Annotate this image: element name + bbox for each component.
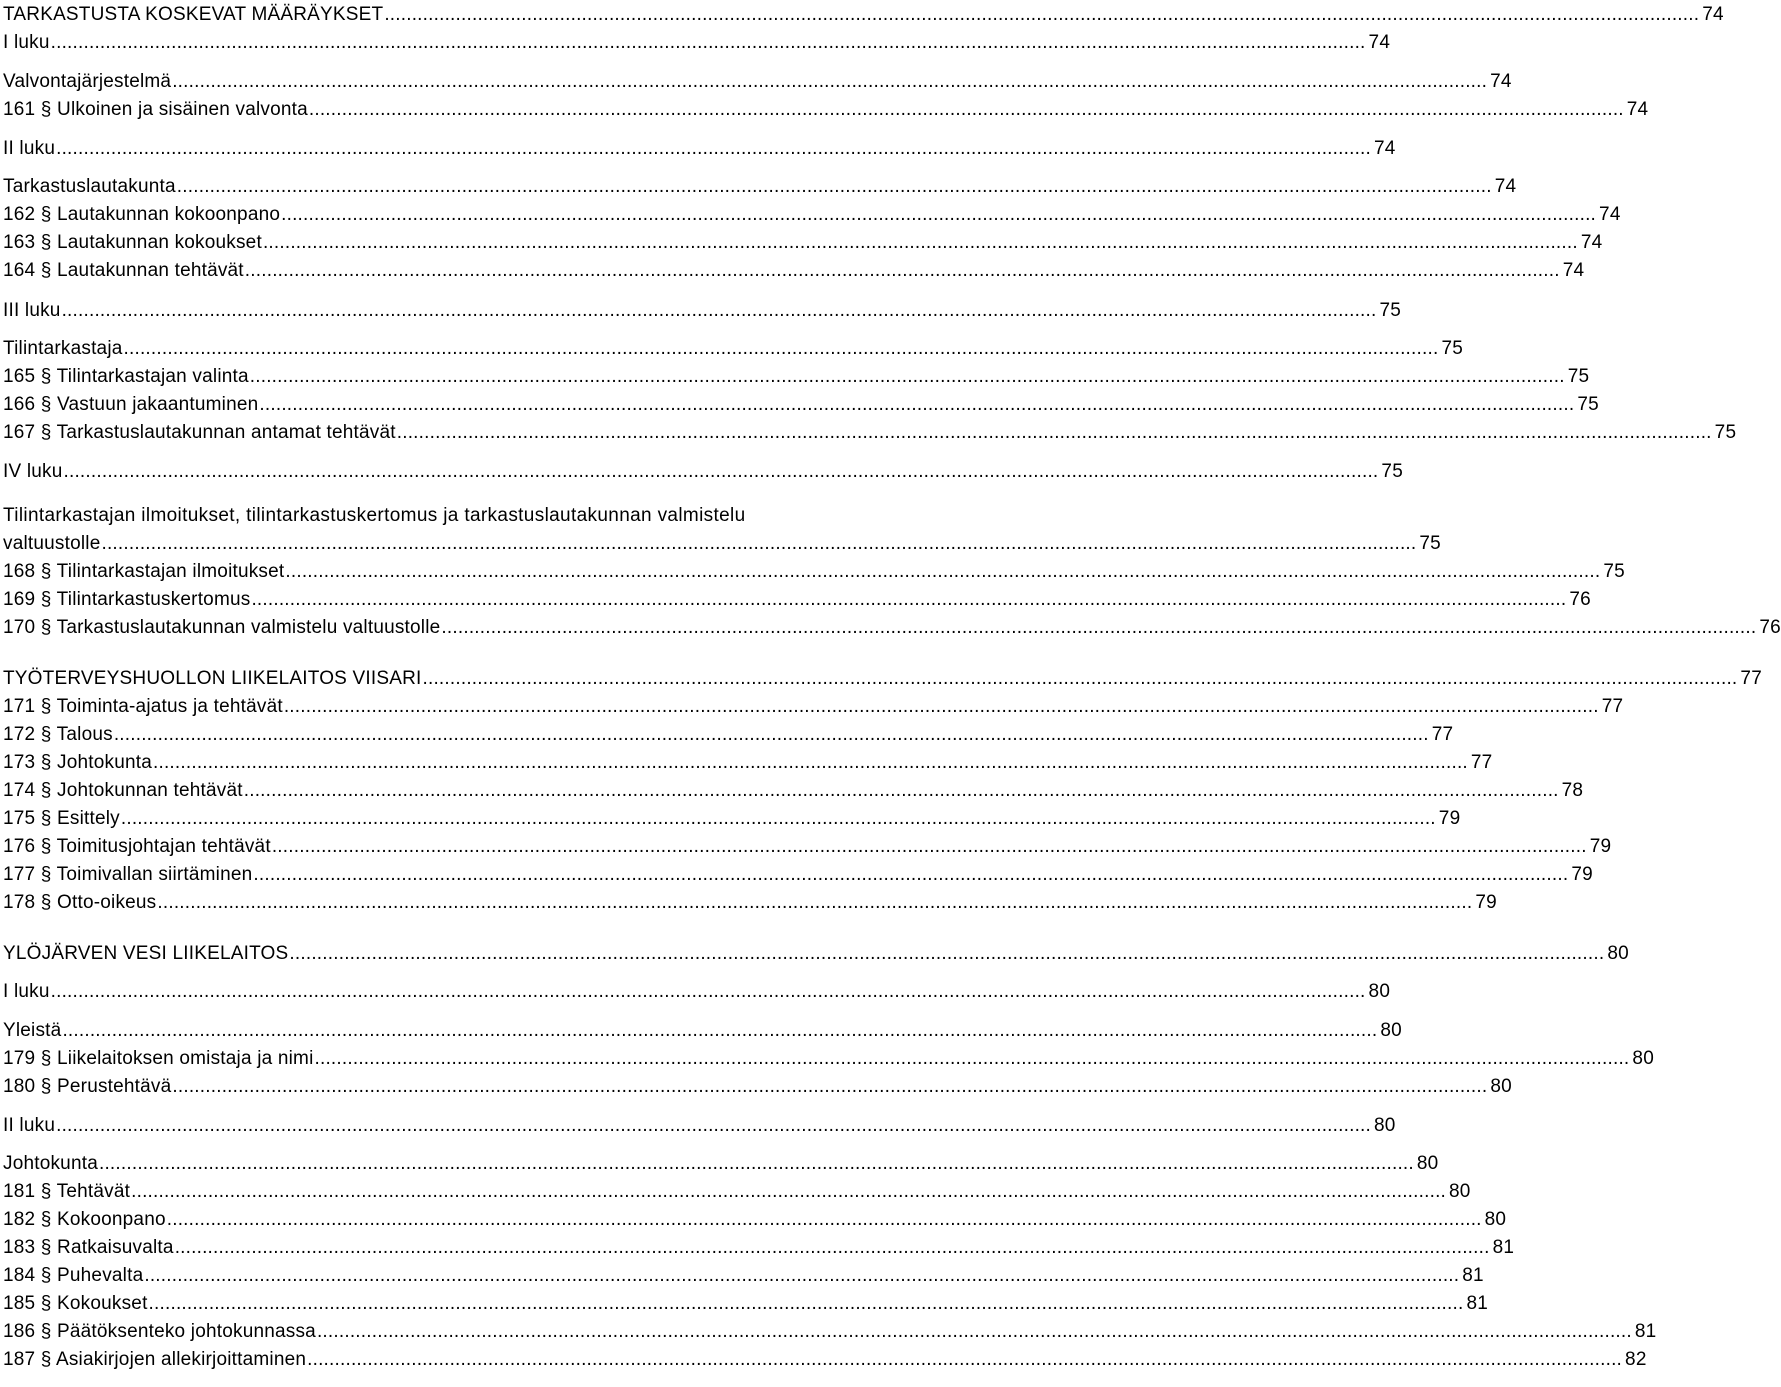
dot-leader: ................................................................................................................................................................................................................................................	[316, 1321, 1632, 1342]
toc-page-number: 81	[1492, 1237, 1515, 1258]
dot-leader: ................................................................................................................................................................................................................................................	[172, 1076, 1488, 1097]
dot-leader: ................................................................................................................................................................................................................................................	[98, 1153, 1414, 1174]
dot-leader: ................................................................................................................................................................................................................................................	[249, 366, 1565, 387]
toc-page-number: 74	[1374, 138, 1396, 159]
toc-entry[interactable]	[3, 457, 1403, 483]
dot-leader: ................................................................................................................................................................................................................................................	[176, 176, 1492, 197]
toc-page-number: 80	[1490, 1076, 1512, 1097]
toc-entry[interactable]	[3, 664, 1762, 690]
dot-leader: ................................................................................................................................................................................................................................................	[441, 617, 1757, 638]
toc-page-number: 80	[1632, 1048, 1654, 1069]
dot-leader: ................................................................................................................................................................................................................................................	[101, 533, 1417, 554]
toc-entry-title: 176 § Toimitusjohtajan tehtävät	[3, 836, 271, 857]
toc-page-number: 79	[1589, 836, 1612, 857]
toc-entry-title: 175 § Esittely	[3, 808, 120, 829]
dot-leader: ................................................................................................................................................................................................................................................	[271, 836, 1587, 857]
dot-leader: ................................................................................................................................................................................................................................................	[56, 138, 1372, 159]
toc-entry-title: 180 § Perustehtävä	[3, 1076, 172, 1097]
toc-entry-title: II luku	[3, 138, 56, 159]
toc-entry-title: 169 § Tilintarkastuskertomus	[3, 589, 251, 610]
toc-entry-title: 183 § Ratkaisuvalta	[3, 1237, 174, 1258]
toc-page-number: 80	[1607, 943, 1629, 964]
toc-entry-title: II luku	[3, 1115, 56, 1136]
toc-entry-title: 166 § Vastuun jakaantuminen	[3, 394, 259, 415]
toc-entry-title: 186 § Päätöksenteko johtokunnassa	[3, 1321, 316, 1342]
toc-entry-title: 165 § Tilintarkastajan valinta	[3, 366, 249, 387]
toc-page-number: 81	[1462, 1265, 1484, 1286]
toc-entry-title: 161 § Ulkoinen ja sisäinen valvonta	[3, 99, 308, 120]
dot-leader: ................................................................................................................................................................................................................................................	[56, 1115, 1372, 1136]
toc-entry-title: 162 § Lautakunnan kokoonpano	[3, 204, 281, 225]
toc-page-number: 75	[1567, 366, 1590, 387]
dot-leader: ................................................................................................................................................................................................................................................	[166, 1209, 1482, 1230]
toc-entry-title: 174 § Johtokunnan tehtävät	[3, 780, 243, 801]
dot-leader: ................................................................................................................................................................................................................................................	[283, 696, 1599, 717]
toc-entry[interactable]	[3, 888, 1497, 914]
toc-page-number: 79	[1438, 808, 1461, 829]
toc-entry[interactable]	[3, 1233, 1515, 1259]
toc-entry-title: Johtokunta	[3, 1153, 98, 1174]
toc-entry-title: 168 § Tilintarkastajan ilmoitukset	[3, 561, 285, 582]
dot-leader: ................................................................................................................................................................................................................................................	[314, 1048, 1630, 1069]
toc-page-number: 79	[1475, 892, 1497, 913]
toc-entry-title: 171 § Toiminta-ajatus ja tehtävät	[3, 696, 283, 717]
toc-page-number: 82	[1625, 1349, 1647, 1370]
dot-leader: ................................................................................................................................................................................................................................................	[50, 32, 1366, 53]
toc-entry[interactable]	[3, 228, 1603, 254]
toc-entry-title: 170 § Tarkastuslautakunnan valmistelu valtuustolle	[3, 617, 441, 638]
toc-entry[interactable]	[3, 804, 1461, 830]
toc-entry[interactable]	[3, 296, 1402, 322]
toc-entry[interactable]	[3, 1111, 1396, 1137]
dot-leader: ................................................................................................................................................................................................................................................	[396, 422, 1712, 443]
toc-entry-title: 163 § Lautakunnan kokoukset	[3, 232, 262, 253]
toc-page-number: 78	[1561, 780, 1584, 801]
toc-entry[interactable]	[3, 1317, 1657, 1343]
toc-page-number: 74	[1599, 204, 1621, 225]
toc-entry-title: Valvontajärjestelmä	[3, 71, 172, 92]
toc-entry[interactable]	[3, 200, 1621, 226]
toc-entry[interactable]	[3, 692, 1624, 718]
toc-entry[interactable]	[3, 776, 1584, 802]
toc-entry-title: I luku	[3, 32, 50, 53]
toc-page-number: 75	[1577, 394, 1599, 415]
toc-entry[interactable]	[3, 1016, 1402, 1042]
toc-entry-title: 178 § Otto-oikeus	[3, 892, 157, 913]
dot-leader: ................................................................................................................................................................................................................................................	[289, 943, 1605, 964]
toc-entry[interactable]	[3, 1177, 1471, 1203]
toc-entry-title: 182 § Kokoonpano	[3, 1209, 166, 1230]
toc-page-number: 74	[1490, 71, 1512, 92]
dot-leader: ................................................................................................................................................................................................................................................	[262, 232, 1578, 253]
dot-leader: ................................................................................................................................................................................................................................................	[144, 1265, 1460, 1286]
dot-leader: ................................................................................................................................................................................................................................................	[120, 808, 1436, 829]
toc-entry[interactable]	[3, 939, 1629, 965]
toc-page-number: 75	[1603, 561, 1625, 582]
toc-entry[interactable]	[3, 977, 1391, 1003]
toc-entry-title-line: Tilintarkastajan ilmoitukset, tilintarkastuskertomus ja tarkastuslautakunnan valmistelu	[3, 505, 746, 526]
toc-page-number: 80	[1380, 1020, 1402, 1041]
toc-page-number: 76	[1569, 589, 1591, 610]
toc-entry[interactable]	[3, 67, 1512, 93]
toc-entry[interactable]	[3, 95, 1649, 121]
dot-leader: ................................................................................................................................................................................................................................................	[243, 780, 1559, 801]
toc-page-number: 76	[1759, 617, 1781, 638]
toc-entry[interactable]	[3, 1261, 1484, 1287]
dot-leader: ................................................................................................................................................................................................................................................	[61, 300, 1377, 321]
toc-page-number: 77	[1740, 668, 1762, 689]
dot-leader: ................................................................................................................................................................................................................................................	[123, 338, 1439, 359]
toc-page-number: 74	[1580, 232, 1603, 253]
toc-entry-title: Tilintarkastaja	[3, 338, 123, 359]
toc-entry[interactable]	[3, 1072, 1512, 1098]
toc-page-number: 75	[1419, 533, 1441, 554]
toc-page-number: 74	[1368, 32, 1391, 53]
dot-leader: ................................................................................................................................................................................................................................................	[172, 71, 1488, 92]
toc-entry-title: Yleistä	[3, 1020, 62, 1041]
toc-page-number: 80	[1374, 1115, 1396, 1136]
toc-entry[interactable]	[3, 334, 1463, 360]
dot-leader: ................................................................................................................................................................................................................................................	[148, 1293, 1464, 1314]
toc-entry[interactable]	[3, 418, 1737, 444]
toc-entry-title: III luku	[3, 300, 61, 321]
dot-leader: ................................................................................................................................................................................................................................................	[113, 724, 1429, 745]
toc-page-number: 80	[1449, 1181, 1471, 1202]
toc-entry[interactable]	[3, 832, 1612, 858]
dot-leader: ................................................................................................................................................................................................................................................	[131, 1181, 1447, 1202]
toc-page-number: 79	[1571, 864, 1593, 885]
dot-leader: ................................................................................................................................................................................................................................................	[253, 864, 1569, 885]
toc-entry[interactable]	[3, 529, 1441, 555]
toc-page-number: 77	[1601, 696, 1624, 717]
toc-entry-title: 167 § Tarkastuslautakunnan antamat tehtävät	[3, 422, 396, 443]
toc-page-number: 75	[1381, 461, 1403, 482]
toc-entry[interactable]	[3, 613, 1781, 639]
dot-leader: ................................................................................................................................................................................................................................................	[50, 981, 1366, 1002]
dot-leader: ................................................................................................................................................................................................................................................	[63, 461, 1379, 482]
dot-leader: ................................................................................................................................................................................................................................................	[157, 892, 1473, 913]
toc-entry[interactable]	[3, 1149, 1439, 1175]
toc-entry-title: 179 § Liikelaitoksen omistaja ja nimi	[3, 1048, 314, 1069]
toc-page-number: 75	[1441, 338, 1463, 359]
toc-entry[interactable]	[3, 256, 1585, 282]
dot-leader: ................................................................................................................................................................................................................................................	[285, 561, 1601, 582]
toc-entry-title: 181 § Tehtävät	[3, 1181, 131, 1202]
toc-page-number: 81	[1466, 1293, 1489, 1314]
toc-page-number: 75	[1379, 300, 1402, 321]
toc-entry-title: YLÖJÄRVEN VESI LIIKELAITOS	[3, 943, 289, 964]
toc-page-number: 81	[1634, 1321, 1657, 1342]
toc-page-number: 77	[1470, 752, 1493, 773]
toc-entry[interactable]	[3, 0, 1724, 26]
toc-entry[interactable]	[3, 1289, 1489, 1315]
toc-entry[interactable]	[3, 172, 1517, 198]
dot-leader: ................................................................................................................................................................................................................................................	[307, 1349, 1623, 1370]
toc-entry[interactable]	[3, 748, 1493, 774]
toc-page-number: 75	[1714, 422, 1737, 443]
toc-page-number: 77	[1431, 724, 1454, 745]
toc-entry-title: 164 § Lautakunnan tehtävät	[3, 260, 244, 281]
toc-page-number: 74	[1702, 4, 1724, 25]
toc-page-number: 74	[1626, 99, 1649, 120]
toc-entry-title: 184 § Puhevalta	[3, 1265, 144, 1286]
toc-page-number: 80	[1484, 1209, 1507, 1230]
toc-entry[interactable]	[3, 28, 1391, 54]
dot-leader: ................................................................................................................................................................................................................................................	[244, 260, 1560, 281]
dot-leader: ................................................................................................................................................................................................................................................	[384, 4, 1700, 25]
toc-entry-title: IV luku	[3, 461, 63, 482]
dot-leader: ................................................................................................................................................................................................................................................	[422, 668, 1738, 689]
toc-entry-title: I luku	[3, 981, 50, 1002]
toc-page-number: 74	[1494, 176, 1517, 197]
dot-leader: ................................................................................................................................................................................................................................................	[308, 99, 1624, 120]
toc-entry-title: 187 § Asiakirjojen allekirjoittaminen	[3, 1349, 307, 1370]
dot-leader: ................................................................................................................................................................................................................................................	[174, 1237, 1490, 1258]
toc-page-number: 74	[1562, 260, 1585, 281]
dot-leader: ................................................................................................................................................................................................................................................	[281, 204, 1597, 225]
toc-entry[interactable]	[3, 1044, 1654, 1070]
toc-entry-title: 173 § Johtokunta	[3, 752, 152, 773]
toc-entry[interactable]	[3, 557, 1625, 583]
toc-entry-title: valtuustolle	[3, 533, 101, 554]
dot-leader: ................................................................................................................................................................................................................................................	[152, 752, 1468, 773]
toc-page-number: 80	[1416, 1153, 1439, 1174]
toc-entry[interactable]	[3, 134, 1396, 160]
toc-entry-title: 177 § Toimivallan siirtäminen	[3, 864, 253, 885]
toc-entry-title: TYÖTERVEYSHUOLLON LIIKELAITOS VIISARI	[3, 668, 422, 689]
toc-entry-title: 172 § Talous	[3, 724, 113, 745]
toc-entry-title: TARKASTUSTA KOSKEVAT MÄÄRÄYKSET	[3, 4, 384, 25]
toc-entry[interactable]	[3, 585, 1591, 611]
dot-leader: ................................................................................................................................................................................................................................................	[62, 1020, 1378, 1041]
dot-leader: ................................................................................................................................................................................................................................................	[259, 394, 1575, 415]
toc-entry[interactable]	[3, 1205, 1507, 1231]
toc-entry[interactable]	[3, 860, 1593, 886]
toc-entry-title: Tarkastuslautakunta	[3, 176, 176, 197]
toc-entry[interactable]	[3, 390, 1599, 416]
toc-entry-title: 185 § Kokoukset	[3, 1293, 148, 1314]
toc-page-number: 80	[1368, 981, 1391, 1002]
toc-entry[interactable]	[3, 362, 1590, 388]
toc-entry[interactable]	[3, 720, 1454, 746]
dot-leader: ................................................................................................................................................................................................................................................	[251, 589, 1567, 610]
toc-entry[interactable]	[3, 1345, 1647, 1371]
